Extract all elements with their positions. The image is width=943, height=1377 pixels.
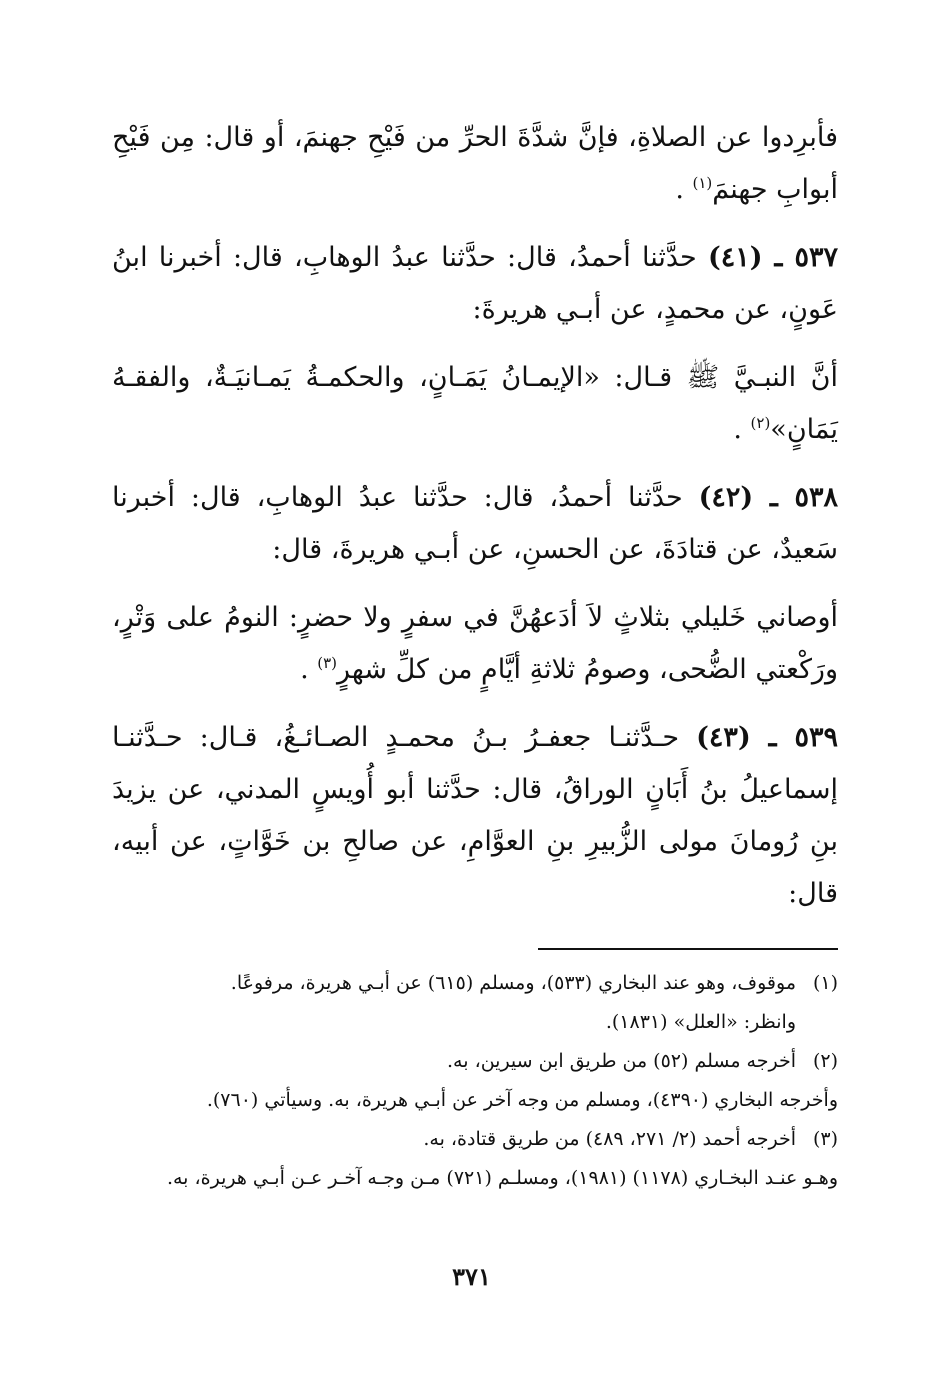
footnote-number-1: (١) (812, 972, 838, 994)
hadith-539-chain: حـدَّثنـا جعفـرُ بـنُ محمـدٍ الصـائـغُ، قـال: حـدَّثنـا إسماعيلُ بنُ أَبَانٍ الوراقُ، قال: حدَّثنا أبو أُويسٍ المدني، عن يزيدَ بنِ رُومانَ مولى الزُّبيرِ بنِ العوَّامِ، عن صالحِ بن خَوَّاتٍ، عن أبيه، قال: (112, 722, 838, 909)
footnote-ref-2: (٢) (750, 414, 771, 432)
hadith-538-text: أوصاني خَليلي بثلاثٍ لاَ أدَعهُنَّ في سفرٍ ولا حضرٍ: النومُ على وَتْرٍ، ورَكْعتي الضُّحى، وصومُ ثلاثةِ أيَّامٍ من كلِّ شهرٍ (112, 602, 838, 685)
hadith-538-isnad (112, 472, 838, 576)
footnote-2-line-1: (٢)أخرجه مسلم (٥٢) من طريق ابن سيرين، به. (112, 1042, 838, 1081)
hadith-537-end: . (733, 414, 742, 445)
page-number: ٣٧١ (452, 1262, 491, 1291)
footnote-2-line-2: وأخرجه البخاري (٤٣٩٠)، ومسلم من وجه آخر عن أبـي هريرة، به. وسيأتي (٧٦٠). (206, 1089, 838, 1111)
hadith-537-matn (112, 352, 838, 456)
intro-text: فأبرِدوا عن الصلاةِ، فإنَّ شدَّةَ الحرِّ من فَيْحِ جهنمَ، أو قال: مِن فَيْحِ أبوابِ جهنمَ (112, 122, 838, 205)
footnote-ref-1: (١) (692, 174, 713, 192)
hadith-539-isnad (112, 712, 838, 920)
hadith-537-text: أنَّ النبـيَّ ﷺ قـال: «الإيمـانُ يَمَـانٍ، والحكمـةُ يَمـانيَـةٌ، والفقـهُ يَمَانٍ» (112, 362, 838, 445)
footnotes (112, 964, 838, 1198)
hadith-538-end: . (300, 654, 309, 685)
hadith-number-538: ٥٣٨ ـ (٤٢) (698, 482, 838, 513)
footnote-divider (538, 948, 838, 950)
hadith-538-matn (112, 592, 838, 696)
footnote-3-line-1: (٣)أخرجه أحمد (٢/ ٢٧١، ٤٨٩) من طريق قتادة، به. (112, 1120, 838, 1159)
intro-paragraph (112, 112, 838, 216)
hadith-538-chain: حدَّثنا أحمدُ، قال: حدَّثنا عبدُ الوهابِ، قال: أخبرنا سَعيدٌ، عن قتادَةَ، عن الحسنِ، عن أبـي هريرةَ، قال: (112, 482, 838, 565)
footnote-1-line-2: وانظر: «العلل» (١٨٣١). (605, 1011, 796, 1033)
hadith-number-539: ٥٣٩ ـ (٤٣) (696, 722, 838, 753)
footnote-1-line-1: (١)موقوف، وهو عند البخاري (٥٣٣)، ومسلم (٦١٥) عن أبـي هريرة، مرفوعًا. (112, 964, 838, 1003)
footnote-ref-3: (٣) (317, 654, 338, 672)
hadith-537-chain: حدَّثنا أحمدُ، قال: حدَّثنا عبدُ الوهابِ، قال: أخبرنا ابنُ عَونٍ، عن محمدٍ، عن أبـي هريرةَ: (112, 242, 838, 325)
footnote-number-2: (٢) (812, 1050, 838, 1072)
hadith-537-isnad (112, 232, 838, 336)
main-text (112, 112, 838, 920)
intro-end: . (675, 174, 684, 205)
footnote-number-3: (٣) (812, 1128, 838, 1150)
hadith-number-537: ٥٣٧ ـ (٤١) (707, 242, 838, 273)
footnote-3-line-2: وهـو عنـد البخـاري (١١٧٨) (١٩٨١)، ومسلـم (٧٢١) مـن وجـه آخـر عـن أبـي هريرة، به. (166, 1167, 838, 1189)
